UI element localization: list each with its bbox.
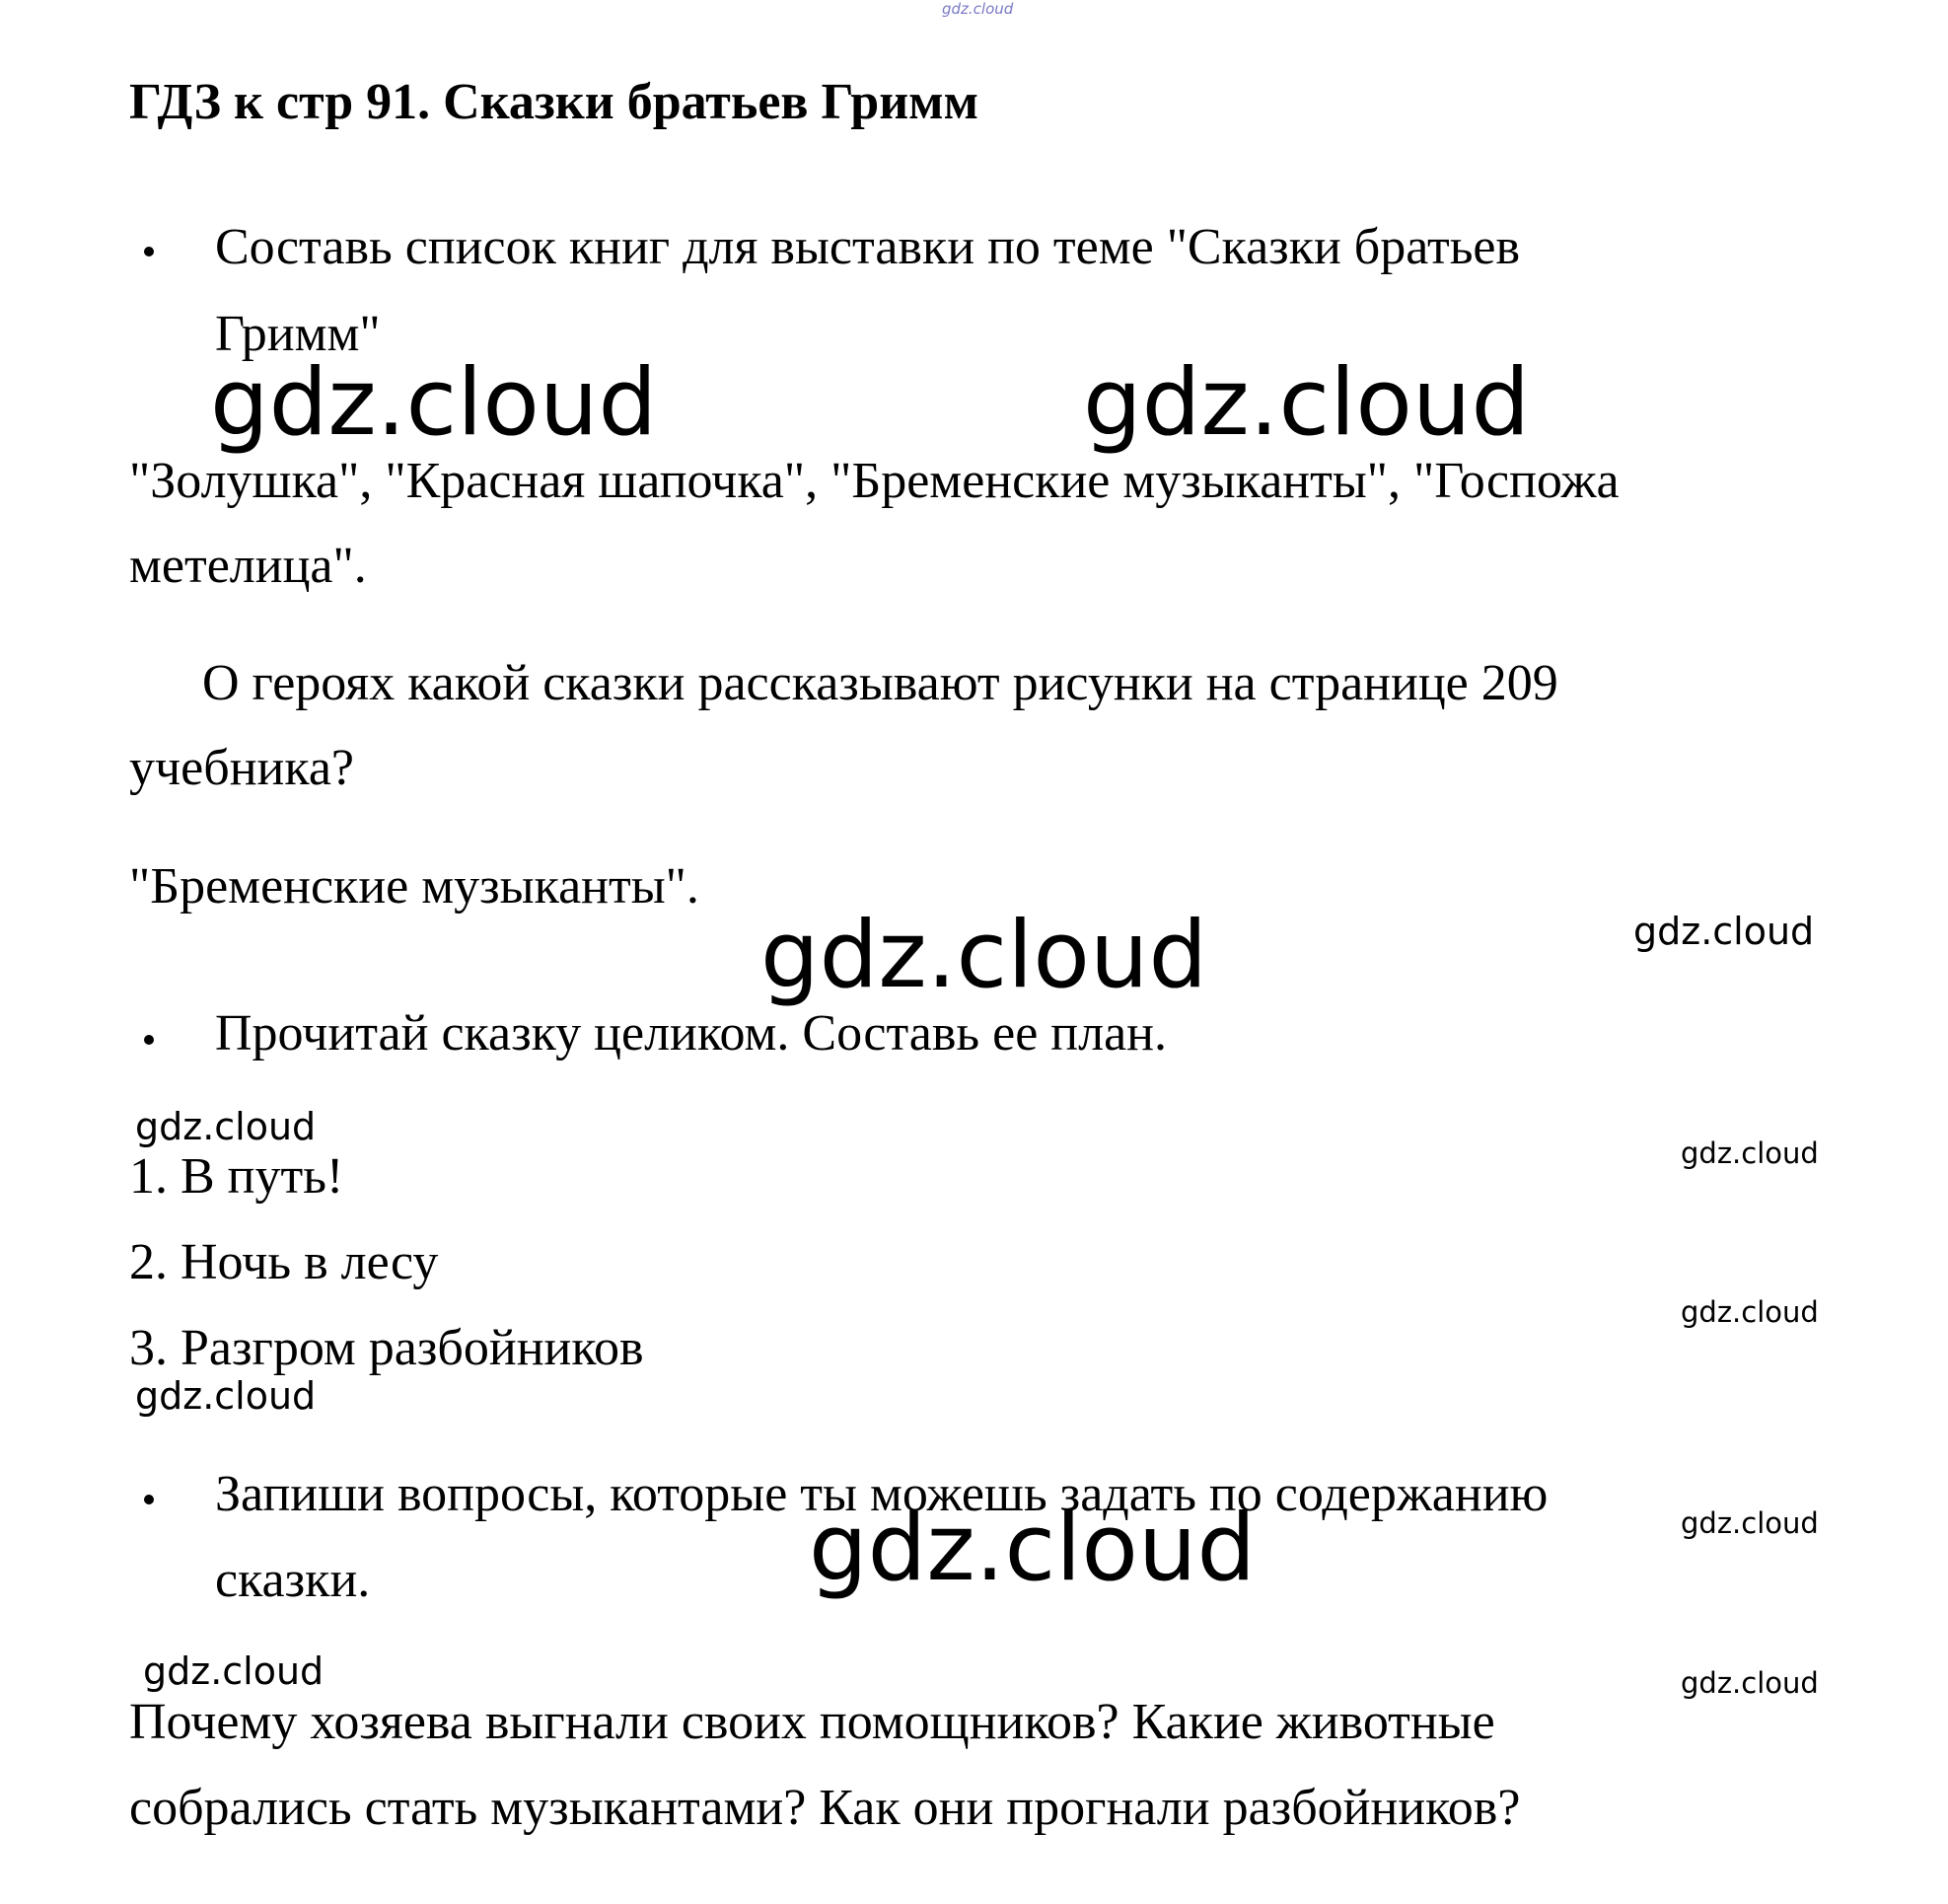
watermark-big-2: gdz.cloud [1083, 349, 1531, 457]
task1-line2: Гримм" [215, 306, 381, 362]
plan-item: 1. В путь! [129, 1148, 344, 1205]
watermark-small-2: gdz.cloud [1681, 1295, 1819, 1329]
bullet-icon [144, 247, 154, 256]
question2-line2: учебника? [129, 740, 354, 796]
watermark-mid-4: gdz.cloud [143, 1649, 325, 1693]
task4-line1: Запиши вопросы, которые ты можешь задать по содержанию [215, 1466, 1549, 1522]
watermark-small-1: gdz.cloud [1681, 1136, 1819, 1170]
task1-line1: Составь список книг для выставки по теме "Сказки братьев [215, 219, 1521, 275]
watermark-big-4: gdz.cloud [809, 1495, 1257, 1602]
answer1-line1: "Золушка", "Красная шапочка", "Бременские музыканты", "Госпожа [129, 453, 1620, 509]
bullet-icon [144, 1495, 154, 1504]
task3-text: Прочитай сказку целиком. Составь ее план. [215, 1005, 1167, 1062]
plan-item: 3. Разгром разбойников [129, 1320, 644, 1376]
answer4-line2: собрались стать музыкантами? Как они прогнали разбойников? [129, 1780, 1521, 1836]
answer1-line2: метелица". [129, 538, 367, 594]
watermark-top: gdz.cloud [942, 0, 1014, 18]
question2-line1: О героях какой сказки рассказывают рисунки на странице 209 [202, 655, 1558, 711]
watermark-mid-1: gdz.cloud [1633, 910, 1815, 953]
watermark-small-3: gdz.cloud [1681, 1506, 1819, 1540]
watermark-mid-2: gdz.cloud [135, 1105, 317, 1148]
watermark-small-4: gdz.cloud [1681, 1666, 1819, 1700]
plan-item: 2. Ночь в лесу [129, 1234, 439, 1290]
answer4-line1: Почему хозяева выгнали своих помощников? Какие животные [129, 1694, 1495, 1750]
bullet-icon [144, 1035, 154, 1045]
watermark-big-1: gdz.cloud [210, 349, 658, 457]
task4-line2: сказки. [215, 1552, 371, 1608]
page-title: ГДЗ к стр 91. Сказки братьев Гримм [129, 74, 979, 130]
answer2-text: "Бременские музыканты". [129, 858, 699, 915]
watermark-big-3: gdz.cloud [760, 902, 1208, 1009]
watermark-mid-3: gdz.cloud [135, 1374, 317, 1418]
